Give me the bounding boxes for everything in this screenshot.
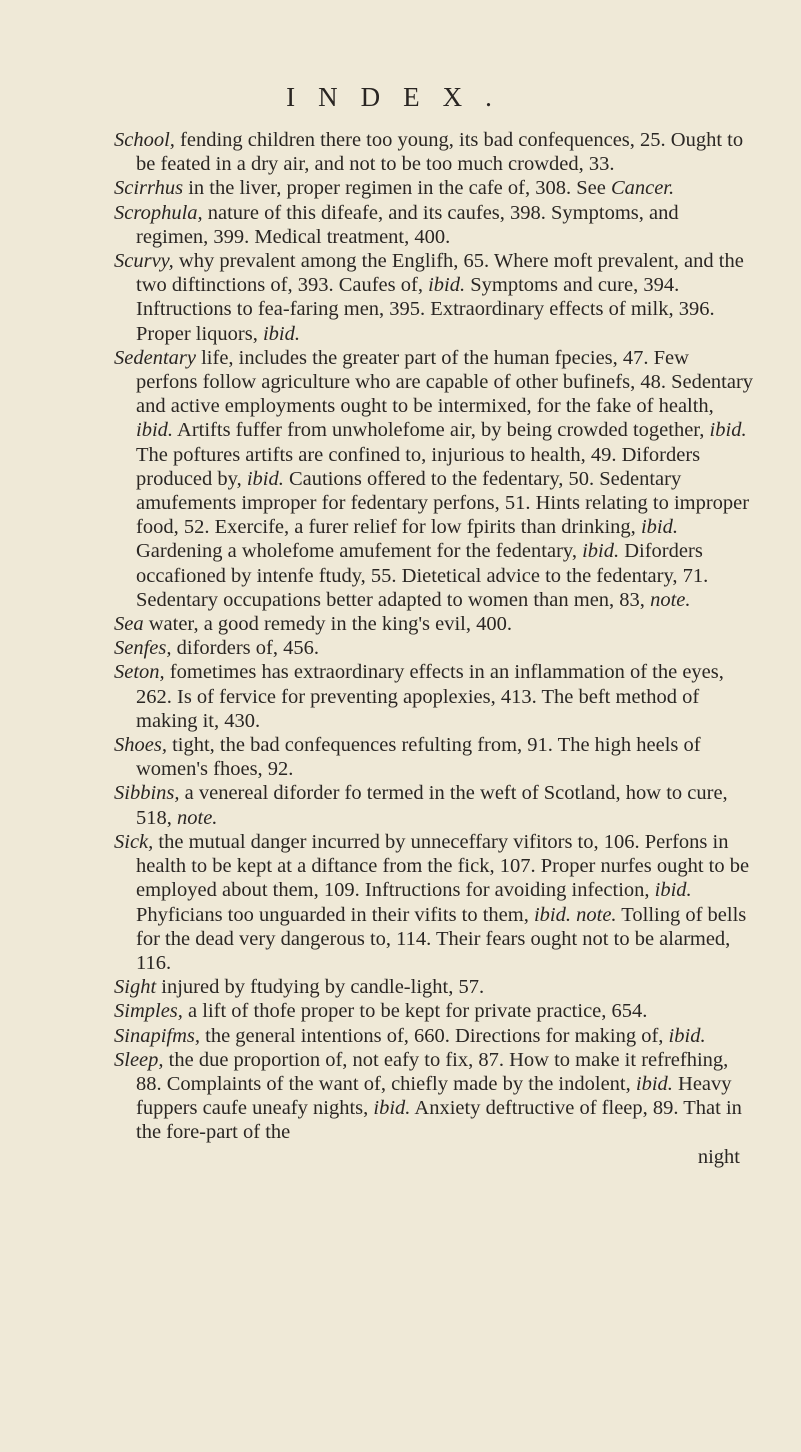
- index-entry: [114, 128, 754, 176]
- entry-reference: ibid.: [428, 274, 466, 297]
- entry-headword: Sight: [114, 976, 157, 999]
- index-entry: [114, 830, 754, 975]
- entry-text: a lift of thofe proper to be kept for private practice, 654.: [182, 1000, 648, 1023]
- entry-headword: Sick,: [114, 830, 154, 853]
- entry-text: the general intentions of, 660. Directions for making of,: [200, 1024, 669, 1047]
- index-entry: [114, 612, 754, 636]
- entry-text: Gardening a wholefome amufement for the fedentary,: [136, 540, 583, 563]
- entry-headword: Scirrhus: [114, 177, 184, 200]
- entry-text: tight, the bad confequences refulting from, 91. The high heels of women's fhoes, 92.: [136, 734, 701, 781]
- index-entry: [114, 999, 754, 1023]
- entry-text: Diforders occafioned by intenfe ftudy, 55. Dietetical advice to the fedentary, 71. Sedentary occupations better adapted to women than men, 83,: [136, 540, 709, 611]
- index-entry: [114, 1048, 754, 1145]
- entry-reference: ibid.: [709, 419, 747, 442]
- entry-headword: Scrophula,: [114, 201, 203, 224]
- entry-headword: Sea: [114, 613, 144, 636]
- entry-reference: ibid.: [246, 467, 284, 490]
- entry-text: a venereal diforder fo termed in the weft of Scotland, how to cure, 518,: [136, 782, 728, 829]
- index-entry: [114, 975, 754, 999]
- entry-text: Artifts fuffer from unwholefome air, by being crowded together,: [173, 419, 710, 442]
- entry-text: why prevalent among the Englifh, 65. Where moft prevalent, and the two diftinctions of, 393. Caufes of,: [136, 250, 744, 297]
- entry-text: diforders of, 456.: [171, 637, 319, 660]
- entry-text: Heavy fuppers caufe uneafy nights,: [136, 1072, 732, 1120]
- entry-text: Phyficians too unguarded in their vifits to them,: [136, 903, 534, 926]
- entry-reference: ibid.: [582, 540, 620, 563]
- entry-text: injured by ftudying by candle-light, 57.: [156, 976, 485, 999]
- index-entry: [114, 660, 754, 733]
- entry-headword: School,: [114, 129, 175, 151]
- entry-text: the mutual danger incurred by unneceffary vifitors to, 106. Perfons in health to be kept at a diftance from the fick, 107. Proper nurfes ought to be employed about them, 109. Inftructions for avoiding infection,: [136, 830, 750, 902]
- entry-text: Tolling of bells for the dead very dangerous to, 114. Their fears ought not to be alarmed, 116.: [136, 903, 747, 974]
- entry-text: fometimes has extraordinary effects in an inflammation of the eyes, 262. Is of fervice for preventing apoplexies, 413. The beft method of making it, 430.: [136, 661, 724, 732]
- entry-text: in the liver, proper regimen in the cafe of, 308. See: [183, 177, 611, 200]
- entry-text: The poftures artifts are confined to, injurious to health, 49. Diforders produced by,: [136, 443, 701, 490]
- entry-text: the due proportion of, not eafy to fix, 87. How to make it refrefhing, 88. Complaints of the want of, chiefly made by the indolent,: [136, 1048, 729, 1095]
- entry-text: Cautions offered to the fedentary, 50. Sedentary amufements improper for fedentary perfons, 51. Hints relating to improper food, 52. Exercife, a furer relief for low fpirits than drinking,: [136, 467, 750, 539]
- entry-headword: Sibbins,: [114, 782, 180, 805]
- index-entry: [114, 1024, 754, 1048]
- entry-text: Symptoms and cure, 394. Inftructions to fea-faring men, 395. Extraordinary effects of milk, 396. Proper liquors,: [136, 274, 715, 345]
- entry-reference: ibid. note.: [533, 903, 617, 926]
- entry-reference: ibid.: [668, 1024, 706, 1047]
- index-entries: [114, 128, 754, 1169]
- index-entry: [114, 781, 754, 829]
- entry-reference: ibid.: [136, 419, 174, 442]
- index-entry: [114, 636, 754, 660]
- entry-reference: ibid.: [635, 1072, 673, 1095]
- index-entry: [114, 733, 754, 781]
- entry-text: water, a good remedy in the king's evil, 400.: [143, 613, 512, 636]
- catchword: night: [697, 1145, 740, 1168]
- entry-text: nature of this difeafe, and its caufes, 398. Symptoms, and regimen, 399. Medical treatment, 400.: [136, 201, 679, 248]
- entry-headword: Simples,: [114, 1000, 183, 1023]
- entry-reference: note.: [177, 806, 218, 829]
- entry-text: fending children there too young, its bad confequences, 25. Ought to be feated in a dry air, and not to be too much crowded, 33.: [136, 129, 744, 176]
- entry-headword: Sleep,: [114, 1048, 164, 1071]
- entry-text: Anxiety deftructive of fleep, 89. That in the fore-part of the: [136, 1097, 742, 1144]
- entry-headword: Seton,: [114, 661, 165, 684]
- index-entry: [114, 249, 754, 346]
- entry-headword: Sedentary: [114, 346, 196, 369]
- entry-headword: Scurvy,: [114, 250, 174, 273]
- entry-headword: Shoes,: [114, 734, 167, 757]
- index-entry: [114, 201, 754, 249]
- entry-reference: note.: [650, 588, 691, 611]
- entry-reference: Cancer.: [610, 177, 675, 200]
- entry-reference: ibid.: [373, 1097, 411, 1120]
- entry-headword: Sinapifms,: [114, 1024, 200, 1047]
- entry-text: life, includes the greater part of the human fpecies, 47. Few perfons follow agriculture who are capable of other bufinefs, 48. Sedentary and active employments ought to be intermixed, for the fake of health,: [136, 346, 754, 418]
- index-entry: [114, 176, 754, 200]
- entry-headword: Senfes,: [114, 637, 172, 660]
- entry-reference: ibid.: [654, 879, 692, 902]
- entry-reference: ibid.: [262, 322, 301, 345]
- entry-reference: ibid.: [640, 516, 678, 539]
- index-header: INDEX.: [286, 82, 515, 112]
- index-entry: [114, 346, 754, 612]
